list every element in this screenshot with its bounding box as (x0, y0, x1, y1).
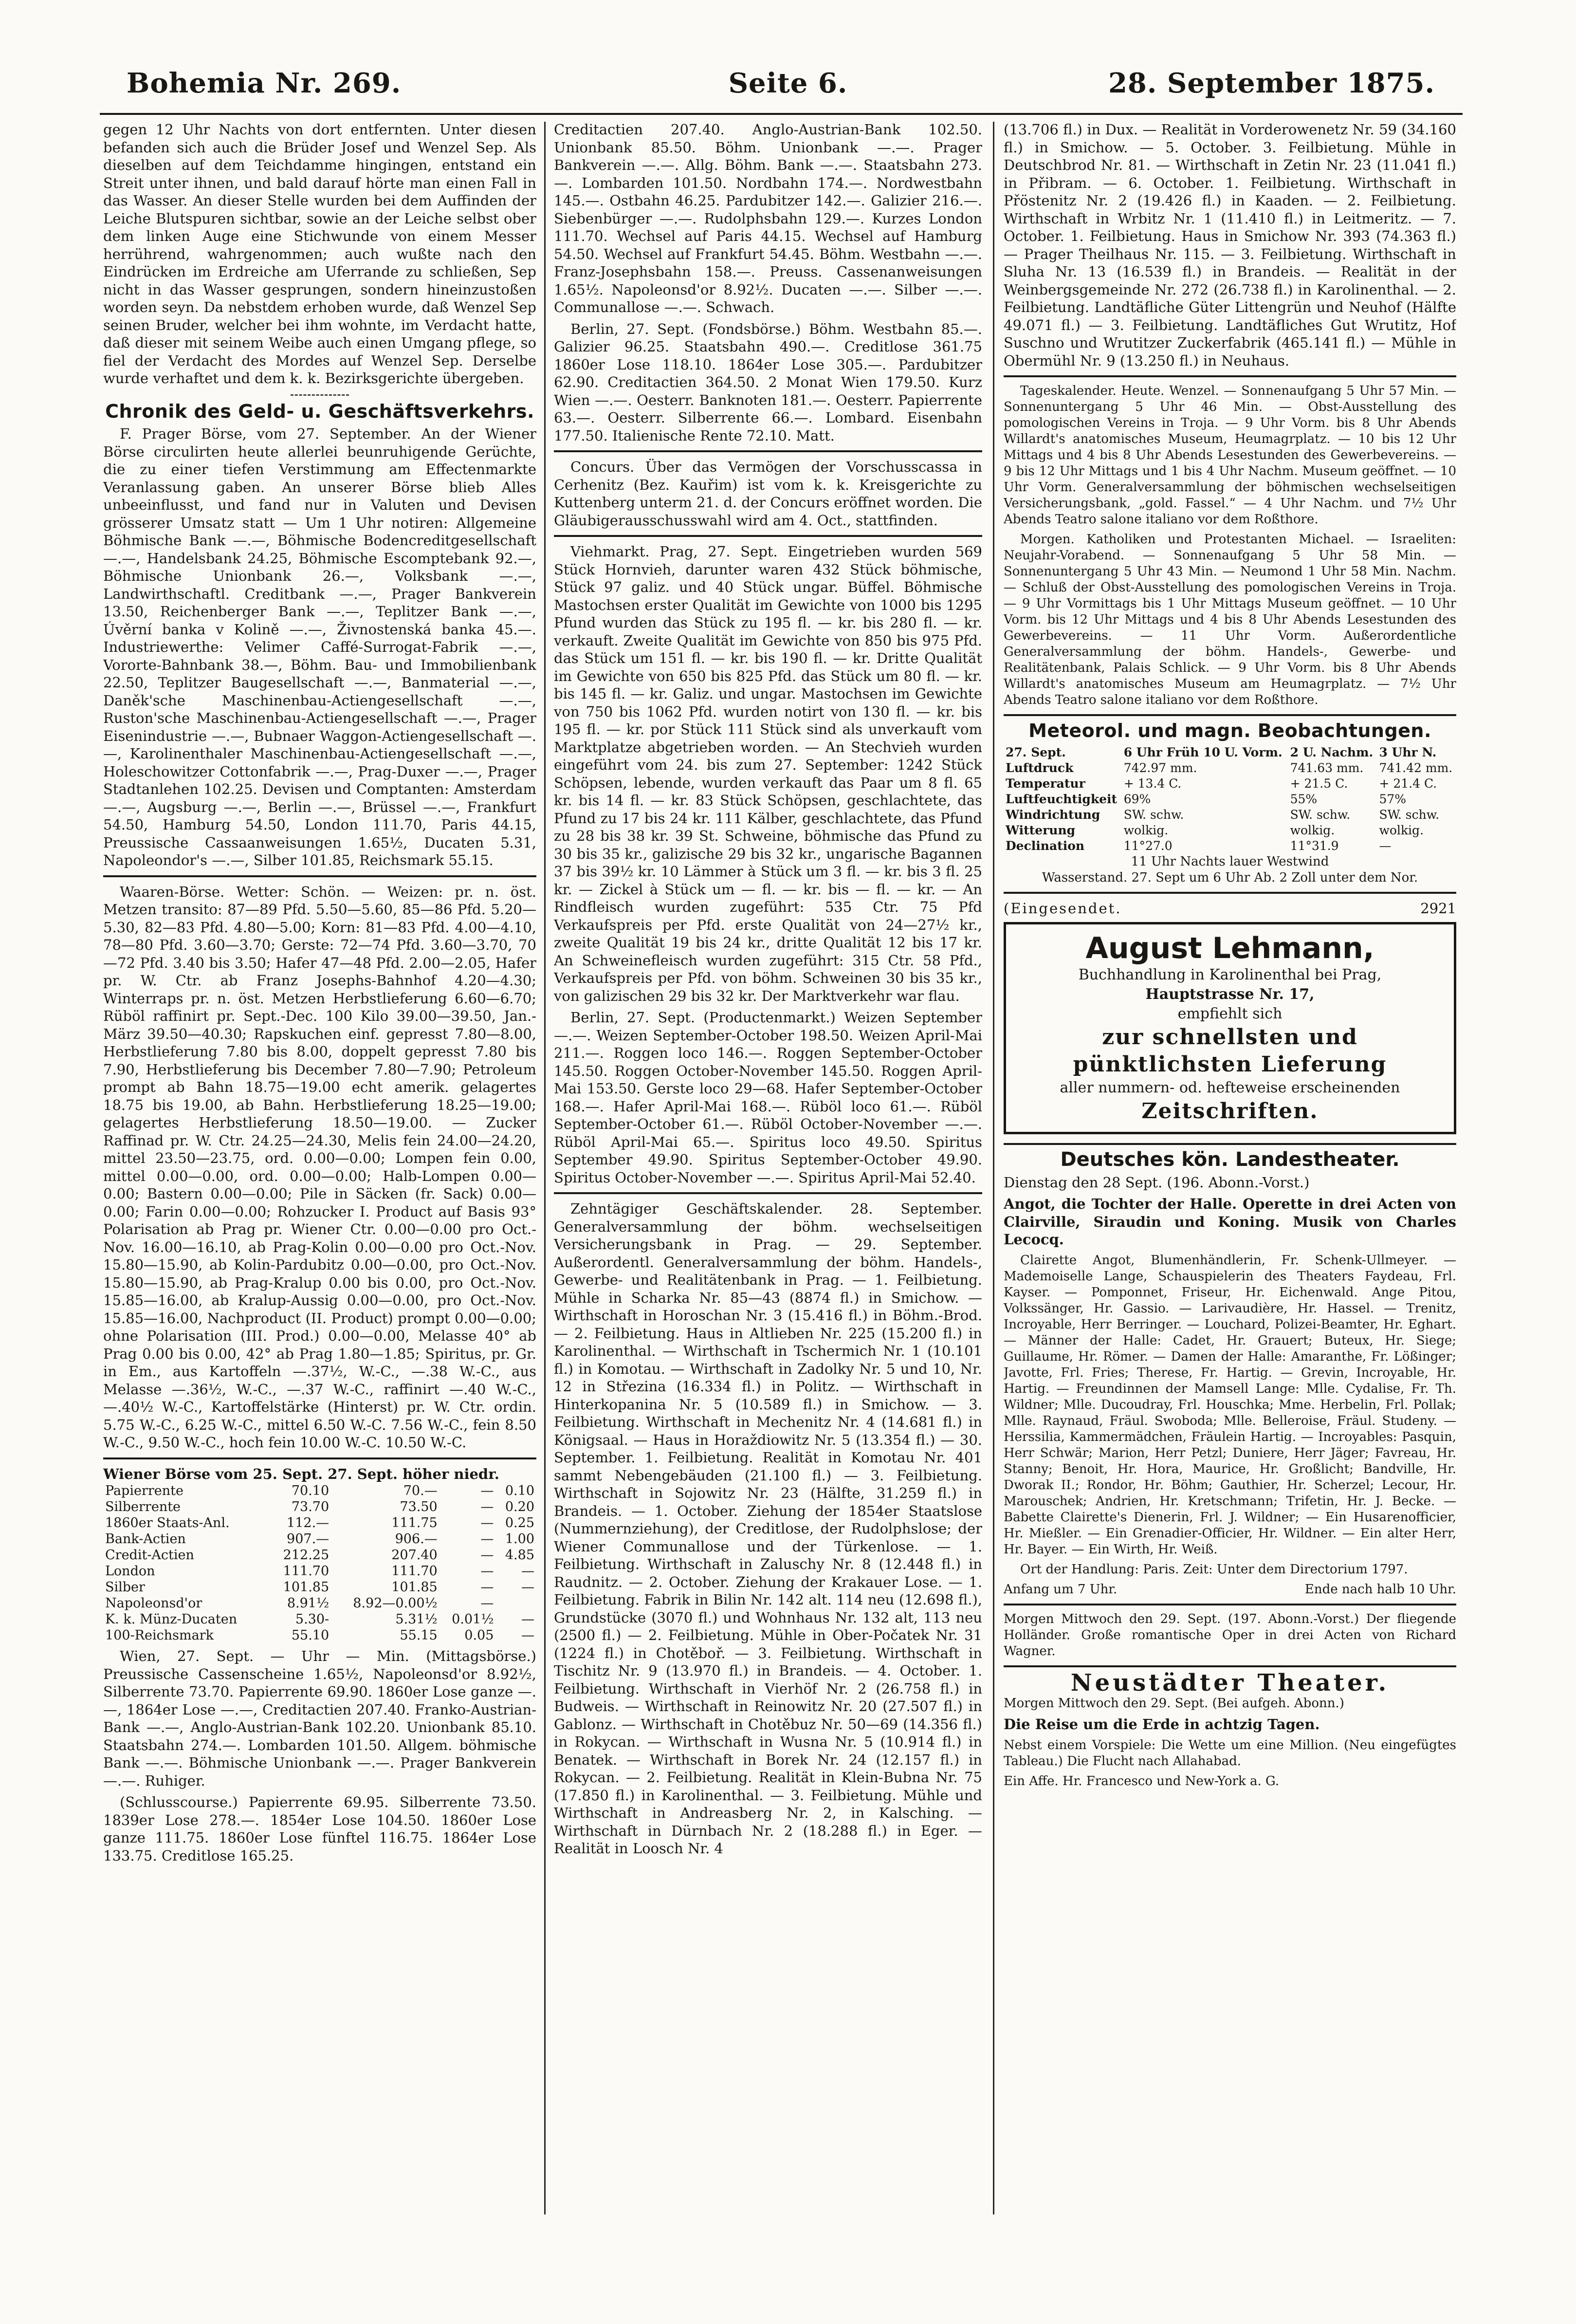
chronik-heading: Chronik des Geld- u. Geschäftsverkehrs. (105, 400, 534, 422)
table-cell-value: 1.00 (505, 1531, 534, 1547)
wiener-boerse-table (103, 1483, 536, 1643)
landestheater-ort: Ort der Handlung: Paris. Zeit: Unter dem Directorium 1797. (1020, 1562, 1408, 1577)
table-row (103, 1563, 536, 1579)
table-cell-value: 0.25 (505, 1515, 534, 1531)
table-cell-value: — (480, 1596, 494, 1611)
table-cell-value: 0.10 (505, 1483, 534, 1498)
table-cell-value: 0.20 (505, 1499, 534, 1514)
table-row (103, 1483, 536, 1499)
section-rule (1004, 1604, 1456, 1605)
table-cell-value: 70.10 (291, 1483, 330, 1498)
table-cell-value: — (480, 1580, 494, 1595)
table-cell-value: 112.— (287, 1515, 330, 1531)
table-cell-value: 907.— (287, 1531, 330, 1547)
neustaedter-play: Die Reise um die Erde in achtzig Tagen. (1004, 1716, 1320, 1733)
table-cell-value: 111.75 (391, 1515, 438, 1531)
meteo-value: SW. schw. (1290, 807, 1351, 822)
morgen-kalender: Morgen. Katholiken und Protestanten Michael. — Israeliten: Neujahr-Vorabend. — Sonnenaufgang 5 Uhr 58 Min. — Sonnenuntergang 5 Uhr 43 Min. — Neumond 1 Uhr 58 Min. Nachm. — Schluß der Obst-Ausstellung des pomologischen Vereins in Troja. — 9 Uhr Vormittags bis 1 Uhr Mittags Museum geöffnet. — 10 Uhr Vorm. bis 12 Uhr Mittags und 4 bis 8 Uhr Abends Lesestunden des Gewerbevereins. — 11 Uhr Vorm. Außerordentliche Generalversammlung der böhm. Handels-, Gewerbe- und Realitätenbank, Palais Schlick. — 9 Uhr Vorm. bis 8 Uhr Abends Willardt's anatomisches Museum am Heumagrplatz. — 7½ Uhr Abends Teatro salone italiano vor dem Roßthore. (1004, 532, 1456, 707)
landestheater-anfang: Anfang um 7 Uhr. (1004, 1582, 1118, 1597)
table-cell-value: 55.15 (400, 1628, 438, 1643)
masthead-page-number: Seite 6. (728, 67, 848, 99)
section-rule (1004, 1665, 1456, 1667)
table-cell-label: Napoleonsd'or (105, 1596, 202, 1611)
table-cell-label: Papierrente (105, 1483, 183, 1498)
table-cell-value: 101.85 (391, 1580, 438, 1595)
meteo-label: Luftdruck (1006, 760, 1074, 775)
table-cell-value: — (521, 1612, 534, 1627)
table-cell-value: 73.50 (400, 1499, 438, 1514)
meteo-value: 741.63 mm. (1290, 760, 1364, 775)
section-rule (1004, 1143, 1456, 1145)
meteo-value: + 13.4 C. (1123, 776, 1182, 791)
table-cell-label: Bank-Actien (105, 1531, 186, 1547)
table-cell-value: 0.01½ (452, 1612, 494, 1627)
masthead-rule (100, 113, 1463, 115)
meteo-value: — (1379, 838, 1392, 853)
masthead-date: 28. September 1875. (1108, 67, 1435, 99)
table-cell-value (495, 1595, 536, 1611)
meteo-label: Temperatur (1006, 776, 1085, 791)
table-cell-value: 8.92—0.00½ (353, 1596, 438, 1611)
landestheater-date: Dienstag den 28 Sept. (196. Abonn.-Vorst.) (1004, 1174, 1310, 1191)
column-3 (1004, 121, 1456, 2219)
eingesendet-line (1004, 900, 1456, 918)
table-row (103, 1515, 536, 1531)
geschaeftskalender-continued: (13.706 fl.) in Dux. — Realität in Vorderowenetz Nr. 59 (34.160 fl.) in Smichow. — 5. October. 3. Feilbietung. Mühle in Deutschbrod Nr. 81. — Wirthschaft in Zetin Nr. 23 (11.041 fl.) in Přibram. — 6. October. 1. Feilbietung. Wirthschaft in Přöstenitz Nr. 2 (19.426 fl.) in Kaaden. — 2. Feilbietung. Wirthschaft in Wrbitz Nr. 1 (11.410 fl.) in Leitmeritz. — 7. October. 1. Feilbietung. Haus in Smichow Nr. 393 (74.363 fl.) — Prager Theilhaus Nr. 115. — 3. Feilbietung. Wirthschaft in Sluha Nr. 13 (16.539 fl.) in Brandeis. — Realität in der Weinbergsgemeinde Nr. 272 (26.738 fl.) in Karolinenthal. — 2. Feilbietung. Landtäfliche Güter Littengrün und Neuhof (Hälfte 49.071 fl.) — 3. Feilbietung. Landtäfliches Gut Wrutitz, Hof Suschno und Wrutitzer Zuckerfabrik (465.141 fl.) — Mühle in Obermühl Nr. 9 (13.250 fl.) in Neuhaus. (1004, 121, 1456, 369)
meteo-value: SW. schw. (1379, 807, 1440, 822)
table-cell-value: 0.05 (464, 1628, 494, 1643)
table-cell-value: 111.70 (391, 1564, 438, 1579)
table-cell-value: 73.70 (291, 1499, 330, 1514)
table-row (103, 1627, 536, 1643)
meteo-label: Witterung (1006, 823, 1076, 837)
meteo-row (1004, 838, 1456, 854)
neustaedter-last-line: Ein Affe. Hr. Francesco und New-York a. G. (1004, 1773, 1280, 1789)
table-cell-value: 207.40 (391, 1548, 438, 1563)
neustaedter-vorspiel: Nebst einem Vorspiele: Die Wette um eine Million. (Neu eingefügtes Tableau.) Die Flucht nach Allahabad. (1004, 1737, 1456, 1769)
table-cell-label: 1860er Staats-Anl. (105, 1515, 230, 1531)
section-rule (1004, 892, 1456, 894)
table-row (103, 1579, 536, 1595)
table-row (103, 1531, 536, 1547)
table-cell-value: 212.25 (283, 1548, 330, 1563)
table-cell-value: — (480, 1515, 494, 1531)
meteo-row (1004, 823, 1456, 838)
meteo-value: 69% (1123, 792, 1151, 806)
table-cell-label: Silberrente (105, 1499, 181, 1514)
table-row (103, 1547, 536, 1563)
table-cell-label: 100-Reichsmark (105, 1628, 214, 1643)
table-cell-value: 55.10 (291, 1628, 330, 1643)
wien-markets-continued: Creditactien 207.40. Anglo-Austrian-Bank 102.50. Unionbank 85.50. Böhm. Unionbank —.—. Prager Bankverein —.—. Allg. Böhm. Bank —.—. Staatsbahn 273.—. Lombarden 101.50. Nordbahn 174.—. Nordwestbahn 145.—. Ostbahn 46.25. Pardubitzer 142.—. Galizier 216.—. Siebenbürger —.—. Rudolphsbahn 129.—. Kurzes London 111.70. Wechsel auf Paris 44.15. Wechsel auf Hamburg 54.50. Wechsel auf Frankfurt 54.45. Böhm. Westbahn —.—. Franz-Josephsbahn 158.—. Preuss. Cassenanweisungen 1.65½. Napoleonsd'or 8.92½. Ducaten —.—. Silber —.—. Communallose —.—. Schwach. (554, 121, 982, 315)
ad-line: empfiehlt sich (1177, 1005, 1283, 1022)
berlin-productenmarkt: Berlin, 27. Sept. (Productenmarkt.) Weizen September —.—. Weizen September-October 198.50. Weizen April-Mai 211.—. Roggen loco 146.—. Roggen September-October 145.50. Roggen October-November 145.50. Roggen April-Mai 153.50. Gerste loco 29—68. Hafer September-October 168.—. Hafer April-Mai 168.—. Rüböl loco 61.—. Rüböl September-October 61.—. Rüböl October-November —.—. Rüböl April-Mai 65.—. Spiritus loco 49.50. Spiritus September 49.90. Spiritus September-October 49.90. Spiritus October-November —.—. Spiritus April-Mai 52.40. (554, 1009, 982, 1186)
meteo-row (1004, 760, 1456, 776)
meteo-label: Declination (1006, 838, 1085, 853)
section-rule (554, 1192, 982, 1194)
waaren-boerse-report: Waaren-Börse. Wetter: Schön. — Weizen: pr. n. öst. Metzen transito: 87—89 Pfd. 5.50—5.60, 85—86 Pfd. 5.20—5.30, 82—83 Pfd. 4.80—5.00; Korn: 81—83 Pfd. 4.00—4.10, 78—80 Pfd. 3.60—3.70; Gerste: 72—74 Pfd. 3.60—3.70, 70—72 Pfd. 3.40 bis 3.50; Hafer 47—48 Pfd. 2.00—2.05, Hafer pr. W. Ctr. ab Franz Josephs-Bahnhof 4.20—4.30; Winterraps pr. n. öst. Metzen Herbstlieferung 6.60—6.70; Rüböl raffinirt pr. Sept.-Dec. 100 Kilo 39.00—39.50, Jan.-März 39.50—40.30; Rapskuchen einf. gepresst 7.80—8.00, Herbstlieferung 7.80 bis 8.00, doppelt gepresst 7.80 bis 7.90, Herbstlieferung bis December 7.80—7.90; Petroleum prompt ab Bahn 18.75—19.00 echt amerik. gelagertes 18.75 bis 19.00, ab Bahn. Herbstlieferung 18.25—19.00; gelagertes Herbstlieferung 18.50—19.00. — Zucker Raffinad pr. W. Ctr. 24.25—24.30, Melis fein 24.00—24.20, mittel 23.50—23.75, ord. 0.00—0.00; Lompen fein 0.00, mittel 0.00—0.00, ord. 0.00—0.00; Halb-Lompen 0.00—0.00; Bastern 0.00—0.00; Pile in Säcken (fr. Sack) 0.00—0.00; Farin 0.00—0.00; Rohzucker I. Product auf Basis 93° Polarisation ab Prag pr. Wiener Ctr. 0.00—0.00 pro Oct.-Nov. 16.00—16.10, ab Prag-Kolin 0.00—0.00 pro Oct.-Nov. 15.80—15.90, ab Kolin-Pardubitz 0.00—0.00, pro Oct.-Nov. 15.80—15.90, ab Prag-Kralup 0.00 bis 0.00, pro Oct.-Nov. 15.85—16.00, ab Kralup-Aussig 0.00—0.00, pro Oct.-Nov. 15.85—16.00, Nachproduct (II. Product) prompt 0.00—0.00; ohne Polarisation (III. Prod.) 0.00—0.00, Melasse 40° ab Prag 0.00 bis 0.00, 42° ab Prag 1.80—1.85; Spiritus, pr. Gr. in Em., aus Kartoffeln —.37½, W.-C., —.38 W.-C., aus Melasse —.36½, W.-C., —.37 W.-C., raffinirt —.40 W.-C., —.40½ W.-C., Kartoffelstärke (Hinterst) pr. W. Ctr. ordin. 5.75 W.-C., 6.25 W.-C., mittel 6.50 W.-C. 7.56 W.-C., fein 8.50 W.-C., 9.50 W.-C., hoch fein 10.00 W.-C. 10.50 W.-C. (103, 883, 536, 1451)
ad-slogan: zur schnellsten und pünktlichsten Lieferung (1073, 1025, 1387, 1077)
ad-line: Buchhandlung in Karolinenthal bei Prag, (1078, 966, 1382, 983)
meteo-value: 57% (1379, 792, 1407, 806)
table-cell-value: — (480, 1531, 494, 1547)
prager-boerse-report: F. Prager Börse, vom 27. September. An der Wiener Börse circulirten heute allerlei beunruhigende Gerüchte, die zu einer tiefen Verstimmung am Effectenmarkte Veranlassung gaben. An unserer Börse blieb Alles unbeeinflusst, und fand nur in Valuten und Devisen grösserer Umsatz statt — Um 1 Uhr notiren: Allgemeine Böhmische Bank —.—, Böhmische Bodencreditgesellschaft —.—, Handelsbank 24.25, Böhmische Escomptebank 92.—, Böhmische Unionbank 26.—, Volksbank —.—, Landwirthschaftl. Creditbank —.—, Prager Bankverein 13.50, Reichenberger Bank —.—, Teplitzer Bank —.—, Úvěrní banka v Kolině —.—, Živnostenská banka 45.—. Industriewerthe: Velimer Caffé-Surrogat-Fabrik —.—, Vororte-Bahnbank 38.—, Böhm. Bau- und Immobilienbank 22.50, Teplitzer Baugesellschaft —.—, Banmaterial —.—, Daněk'sche Maschinenbau-Actiengesellschaft —.—, Ruston'sche Maschinenbau-Actiengesellschaft —.—, Prager Eisenindustrie —.—, Bubnaer Waggon-Actiengesellschaft —.—, Karolinenthaler Maschinenbau-Actiengesellschaft —.—, Holeschowitzer Cottonfabrik —.—, Prag-Duxer —.—, Prager Stadtanlehen 102.25. Devisen und Comptanten: Amsterdam —.—, Augsburg —.—, Berlin —.—, Brüssel —.—, Frankfurt 54.50, Hamburg 54.50, London 111.70, Paris 44.15, Preussische Cassaanweisungen 1.65½, Ducaten 5.31, Napoleondor's —.—, Silber 101.85, Reichsmark 55.15. (103, 425, 536, 868)
concurs-notice: Concurs. Über das Vermögen der Vorschusscassa in Cerhenitz (Bez. Kauřim) ist vom k. k. Kreisgerichte zu Kuttenberg unterm 21. d. der Concurs eröffnet worden. Die Gläubigerausschusswahl wird am 4. Oct., stattfinden. (554, 459, 982, 529)
meteo-header-cell: 6 Uhr Früh 10 U. Vorm. (1123, 745, 1283, 759)
section-rule (1004, 714, 1456, 716)
section-rule (554, 450, 982, 452)
landestheater-morgen: Morgen Mittwoch den 29. Sept. (197. Abonn.-Vorst.) Der fliegende Holländer. Große romantische Oper in drei Acten von Richard Wagner. (1004, 1611, 1456, 1659)
meteo-label: Luftfeuchtigkeit (1006, 792, 1118, 806)
table-cell-value: 101.85 (283, 1580, 330, 1595)
geschaeftskalender: Zehntägiger Geschäftskalender. 28. September. Generalversammlung der böhm. wechselseitigen Versicherungsbank in Prag. — 29. September. Außerordentl. Generalversammlung der böhm. Handels-, Gewerbe- und Realitätenbank in Prag. — 1. Feilbietung. Mühle in Scharka Nr. 85—43 (8874 fl.) in Smichow. — Wirthschaft in Horoschan Nr. 3 (15.416 fl.) in Böhm.-Brod. — 2. Feilbietung. Haus in Altlieben Nr. 225 (15.200 fl.) in Karolinenthal. — Wirthschaft in Tschermich Nr. 1 (10.101 fl.) in Komotau. — Wirthschaft in Zadolky Nr. 5 und 10, Nr. 12 in Střezina (16.334 fl.) in Politz. — Wirthschaft in Hinterkopanina Nr. 5 (10.589 fl.) in Smichow. — 3. Feilbietung. Wirthschaft in Mechenitz Nr. 4 (14.681 fl.) in Königsaal. — Haus in Horaždiowitz Nr. 5 (13.354 fl.) — 30. September. 1. Feilbietung. Realität in Komotau Nr. 401 sammt Nebengebäuden (21.100 fl.) — 3. Feilbietung. Wirthschaft in Sojowitz Nr. 23 (Hälfte, 31.259 fl.) in Brandeis. — 1. October. Ziehung der 1854er Staatslose (Nummernziehung), der Creditlose, der Rudolphslose; der Wiener Communallose und der Türkenlose. — 1. Feilbietung. Wirthschaft in Zaluschy Nr. 8 (12.448 fl.) in Raudnitz. — 2. October. Ziehung der Krakauer Lose. — 1. Feilbietung. Fabrik in Bilin Nr. 142 alt. 114 neu (12.698 fl.), Grundstücke (3070 fl.) und Wohnhaus Nr. 132 alt, 113 neu (2500 fl.) — 2. Feilbietung. Mühle in Ober-Počatek Nr. 31 (1224 fl.) in Chotěboř. — 3. Feilbietung. Wirthschaft in Tischitz Nr. 9 (13.970 fl.) in Brandeis. — 4. October. 1. Feilbietung. Wirthschaft in Vierhöf Nr. 2 (26.758 fl.) in Budweis. — Wirthschaft in Reinowitz Nr. 20 (27.507 fl.) in Gablonz. — Wirthschaft in Chotěbuz Nr. 50—69 (14.356 fl.) in Rokycan. — Wirthschaft in Wusna Nr. 5 (10.914 fl.) in Benatek. — Wirthschaft in Borek Nr. 24 (12.157 fl.) in Rokycan. — 2. Feilbietung. Realität in Klein-Bubna Nr. 75 (17.850 fl.) in Karolinenthal. — 3. Feilbietung. Mühle und Wirthschaft in Andreasberg Nr. 2, in Kalsching. — Wirthschaft in Dürnbach Nr. 2 (18.288 fl.) in Eger. — Realität in Loosch Nr. 4 (554, 1200, 982, 1857)
column-divider (544, 122, 546, 2214)
column-2 (554, 121, 982, 2219)
meteo-table (1004, 745, 1456, 854)
table-cell-value: 111.70 (283, 1564, 330, 1579)
meteo-note-wasserstand: Wasserstand. 27. Sept um 6 Uhr Ab. 2 Zoll unter dem Nor. (1042, 870, 1418, 885)
berlin-fondsboerse: Berlin, 27. Sept. (Fondsbörse.) Böhm. Westbahn 85.—. Galizier 96.25. Staatsbahn 490.—. Creditlose 361.75 1860er Lose 118.10. 1864er Lose 305.—. Pardubitzer 62.90. Creditactien 364.50. 2 Monat Wien 179.50. Kurz Wien —.—. Oesterr. Banknoten 181.—. Oesterr. Papierrente 63.—. Oesterr. Silberrente 66.—. Lombard. Eisenbahn 177.50. Italienische Rente 72.10. Matt. (554, 320, 982, 444)
section-rule (1004, 375, 1456, 377)
landestheater-ende: Ende nach halb 10 Uhr. (1304, 1582, 1456, 1597)
meteo-row (1004, 792, 1456, 807)
meteo-value: 11°27.0 (1123, 838, 1173, 853)
meteo-row (1004, 807, 1456, 823)
table-row (103, 1499, 536, 1515)
ad-slogan: Zeitschriften. (1141, 1099, 1319, 1124)
neustaedter-date: Morgen Mittwoch den 29. Sept. (Bei aufgeh. Abonn.) (1004, 1696, 1344, 1711)
ad-line: aller nummern- od. hefteweise erscheinenden (1060, 1079, 1400, 1096)
table-cell-value: 4.85 (505, 1548, 534, 1563)
meteo-header-cell: 2 U. Nachm. (1290, 745, 1374, 759)
meteo-header-cell: 27. Sept. (1006, 745, 1066, 759)
table-cell-value: — (480, 1564, 494, 1579)
table-row (103, 1595, 536, 1611)
table-cell-value: 70.— (403, 1483, 438, 1498)
wien-mittagsboerse-report: Wien, 27. Sept. — Uhr — Min. (Mittagsbörse.) Preussische Cassenscheine 1.65½, Napoleonsd'or 8.92½, Silberrente 73.70. Papierrente 69.90. 1860er Lose ganze —.—, 1864er Lose —.—, Creditactien 207.40. Franko-Austrian-Bank —.—, Anglo-Austrian-Bank 102.20. Unionbank 85.10. Staatsbahn 274.—. Lombarden 101.50. Allgem. böhmische Bank —.—. Böhmische Unionbank —.—. Prager Bankverein —.—. Ruhiger. (103, 1648, 536, 1789)
section-rule (103, 875, 536, 877)
table-cell-value: 5.30- (295, 1612, 330, 1627)
meteo-value: wolkig. (1379, 823, 1424, 837)
meteo-value: wolkig. (1290, 823, 1335, 837)
meteo-value: SW. schw. (1123, 807, 1184, 822)
meteo-label: Windrichtung (1006, 807, 1100, 822)
meteo-row (1004, 776, 1456, 792)
section-rule (103, 1457, 536, 1459)
column-divider (993, 122, 994, 2214)
meteo-value: 55% (1290, 792, 1318, 806)
table-cell-label: London (105, 1564, 155, 1579)
meteo-value: 11°31.9 (1290, 838, 1339, 853)
table-row (103, 1611, 536, 1627)
neustaedter-theater-heading: Neustädter Theater. (1070, 1669, 1390, 1697)
table-cell-value: 8.91½ (287, 1596, 330, 1611)
wiener-boerse-table-title: Wiener Börse vom 25. Sept. 27. Sept. höher niedr. (103, 1465, 499, 1482)
table-cell-value: 906.— (395, 1531, 438, 1547)
column-1 (103, 121, 536, 2219)
article-murder-report: gegen 12 Uhr Nachts von dort entfernten. Unter diesen befanden sich auch die Brüder Josef und Wenzel Sep. Als dieselben auf dem Teichdamme hingingen, entstand ein Streit unter ihnen, und bald darauf hörte man einen Fall in das Wasser. An dieser Stelle wurden bei dem Auffinden der Leiche Blutspuren sichtbar, sowie an der Leiche selbst ober dem linken Auge eine Stichwunde von einem Messer herrührend, wahrgenommen; auch wußte nach den Eindrücken im Erdreiche am Uferrande zu schließen, Sep nicht in das Wasser gesprungen, sondern hineinzustoßen worden seyn. Da nebstdem erhoben wurde, daß Wenzel Sep seinen Bruder, welcher bei ihm wohnte, im Verdacht hatte, daß dieser mit seinem Weibe auch einen Umgang pflege, so fiel der Verdacht des Mordes auf Wenzel Sep. Derselbe wurde verhaftet und dem k. k. Bezirksgerichte übergeben. (103, 121, 536, 387)
table-cell-label: K. k. Münz-Ducaten (105, 1612, 238, 1627)
eingesendet-label: (Eingesendet. (1004, 900, 1122, 917)
eingesendet-number: 2921 (1420, 900, 1456, 917)
meteo-value: 742.97 mm. (1123, 760, 1197, 775)
table-cell-label: Silber (105, 1580, 145, 1595)
tageskalender: Tageskalender. Heute. Wenzel. — Sonnenaufgang 5 Uhr 57 Min. — Sonnenuntergang 5 Uhr 46 Min. — Obst-Ausstellung des pomologischen Vereins in Troja. — 9 Uhr Vorm. bis 8 Uhr Abends Willardt's anatomisches Museum, Heumagrplatz. — 10 bis 12 Uhr Mittags und 4 bis 8 Uhr Abends Lesestunden des Gewerbevereins. — 9 bis 12 Uhr Mittags und 1 bis 4 Uhr Nachm. Museum geöffnet. — 10 Uhr Vorm. Generalversammlung der böhmischen wechselseitigen Versicherungsbank, „gold. Fassel.“ — 4 Uhr Nachm. und 7½ Uhr Abends Teatro salone italiano vor dem Roßthore. (1004, 384, 1456, 527)
meteo-value: + 21.5 C. (1290, 776, 1348, 791)
ad-title: August Lehmann, (1085, 931, 1374, 965)
table-cell-value: — (521, 1580, 534, 1595)
viehmarkt-report: Viehmarkt. Prag, 27. Sept. Eingetrieben wurden 569 Stück Hornvieh, darunter waren 432 Stück böhmische, Stück 97 galiz. und 40 Stück ungar. Büffel. Böhmische Mastochsen erster Qualität im Gewichte von 1000 bis 1295 Pfund wurden das Stück zu 195 fl. — kr. bis 280 fl. — kr. verkauft. Zweite Qualität im Gewichte von 850 bis 975 Pfd. das Stück um 151 fl. — kr. bis 190 fl. — kr. Dritte Qualität im Gewichte von 650 bis 825 Pfd. das Stück um 80 fl. — kr. bis 145 fl. — kr. Galiz. und ungar. Mastochsen im Gewichte von 750 bis 1062 Pfd. wurden notirt von 130 fl. — kr. bis 195 fl. — kr. por Stück 111 Stück sind als unverkauft vom Marktplatze abgetrieben worden. — An Stechvieh wurden eingeführt vom 24. bis zum 27. September: 1242 Stück Schöpsen, lebende, wurden verkauft das Paar um 8 fl. 65 kr. bis 14 fl. — kr. 83 Stück Schöpsen, geschlachtete, das Pfund zu 17 bis 24 kr. 111 Kälber, geschlachtete, das Pfund zu 28 bis 38 kr. 39 St. Schweine, böhmische das Pfund zu 30 bis 35 kr., galizische 29 bis 32 kr., ungarische Bagannen 37 bis 39½ kr. 10 Lämmer à Stück um 3 fl. — kr. bis 3 fl. 25 kr. — Zickel à Stück um — fl. — kr. bis — fl. — kr. — An Rindfleisch wurden zugeführt: 535 Ctr. 75 Pfd Verkaufspreis per Pfd. erste Qualität von 24—27½ kr., zweite Qualität 19 bis 24 kr., dritte Qualität 12 bis 17 kr. An Schweinefleisch wurden zugeführt: 315 Ctr. 58 Pfd., Verkaufspreis per Pfd. von böhm. Schweinen 30 bis 35 kr., von galizischen 29 bis 32 kr. Der Marktverkehr war flau. (554, 543, 982, 1004)
landestheater-heading: Deutsches kön. Landestheater. (1060, 1148, 1400, 1171)
meteo-note-wind: 11 Uhr Nachts lauer Westwind (1131, 854, 1329, 869)
meteo-value: wolkig. (1123, 823, 1169, 837)
separator (291, 394, 349, 396)
landestheater-times (1004, 1582, 1456, 1598)
table-cell-value: — (480, 1548, 494, 1563)
table-cell-label: Credit-Actien (105, 1548, 194, 1563)
meteo-value: + 21.4 C. (1379, 776, 1437, 791)
lehmann-advertisement (1004, 922, 1456, 1134)
masthead (0, 0, 1576, 122)
ad-address: Hauptstrasse Nr. 17, (1145, 986, 1315, 1003)
masthead-paper-issue: Bohemia Nr. 269. (127, 67, 402, 99)
table-cell-value: 5.31½ (395, 1612, 438, 1627)
landestheater-cast: Clairette Angot, Blumenhändlerin, Fr. Schenk-Ullmeyer. — Mademoiselle Lange, Schauspielerin des Theaters Faydeau, Frl. Kayser. — Pomponnet, Friseur, Hr. Eichenwald. Ange Pitou, Volkssänger, Hr. Gassio. — Larivaudière, Hr. Hassel. — Trenitz, Incroyable, Herr Berringer. — Louchard, Polizei-Beamter, Hr. Eghart. — Männer der Halle: Cadet, Hr. Grauert; Buteux, Hr. Siege; Guillaume, Hr. Römer. — Damen der Halle: Amaranthe, Fr. Lößinger; Javotte, Frl. Fries; Therese, Fr. Hartig. — Grevin, Incroyable, Hr. Hartig. — Freundinnen der Mamsell Lange: Mlle. Cydalise, Fr. Th. Wildner; Mlle. Ducoudray, Frl. Houschka; Mme. Herbelin, Frl. Pollak; Mlle. Raynaud, Fräul. Swoboda; Mlle. Belleroise, Fräul. Studeny. — Herssilia, Kammermädchen, Fräulein Hartig. — Incroyables: Pasquin, Herr Schwär; Marion, Herr Petzl; Duniere, Herr Jäger; Favreau, Hr. Stanny; Benoit, Hr. Hora, Maurice, Hr. Großlicht; Bandville, Hr. Dworak II.; Rondor, Hr. Böhm; Gauthier, Hr. Scherzel; Lecour, Hr. Marouschek; Andrien, Hr. Kretschmann; Trifetin, Hr. J. Becke. — Babette Clairette's Dienerin, Frl. J. Wildner; — Ein Husarenofficier, Hr. Mießler. — Ein Grenadier-Officier, Hr. Wildner. — Ein alter Herr, Hr. Bayer. — Ein Wirth, Hr. Weiß. (1004, 1253, 1456, 1557)
table-cell-value: — (480, 1499, 494, 1514)
section-rule (554, 535, 982, 537)
meteo-heading: Meteorol. und magn. Beobachtungen. (1028, 720, 1431, 741)
meteo-value: 741.42 mm. (1379, 760, 1453, 775)
wien-schlusscourse: (Schlusscourse.) Papierrente 69.95. Silberrente 73.50. 1839er Lose 278.—. 1854er Lose 104.50. 1860er Lose ganze 111.75. 1860er Lose fünftel 116.75. 1864er Lose 133.75. Creditlose 165.25. (103, 1794, 536, 1864)
landestheater-play: Angot, die Tochter der Halle. Operette in drei Acten von Clairville, Siraudin und Koning. Musik von Charles Lecocq. (1004, 1196, 1456, 1248)
table-cell-value: — (480, 1483, 494, 1498)
meteo-header-cell: 3 Uhr N. (1379, 745, 1437, 759)
table-cell-value: — (521, 1628, 534, 1643)
table-cell-value: — (521, 1564, 534, 1579)
